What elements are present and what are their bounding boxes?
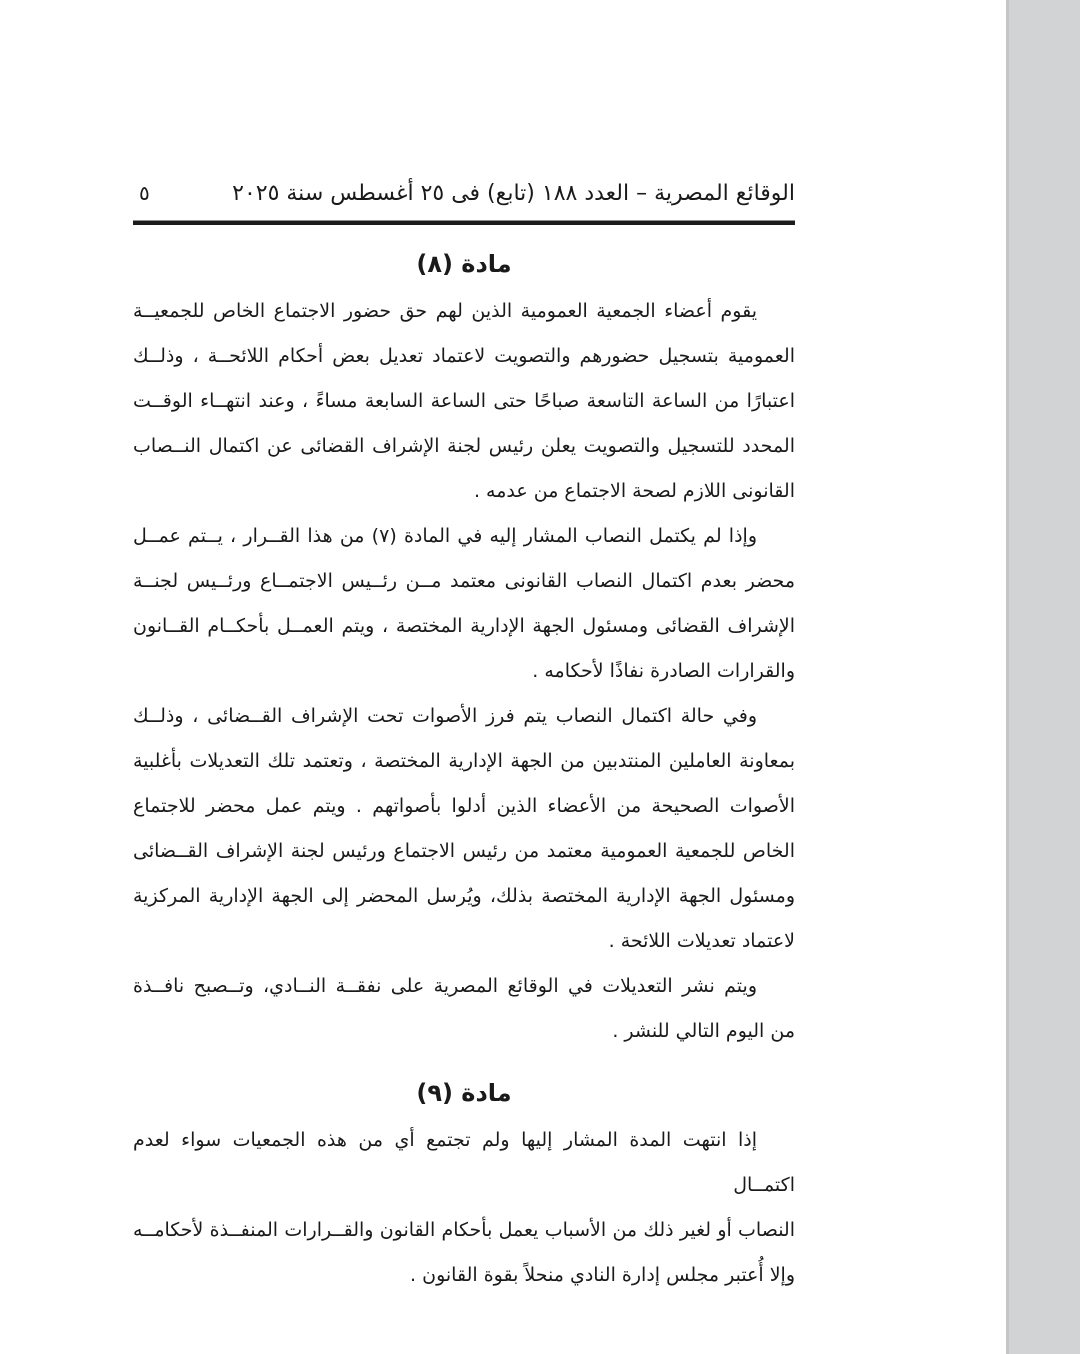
- article-9-heading: مادة (٩): [416, 1079, 512, 1107]
- text-line: القانونى اللازم لصحة الاجتماع من عدمه .: [473, 480, 795, 502]
- header-rule: [133, 220, 795, 225]
- article-body: [133, 247, 795, 1298]
- text-line: لاعتماد تعديلات اللائحة .: [608, 930, 795, 952]
- text-line: الخاص للجمعية العمومية معتمد من رئيس الاجتماع ورئيس لجنة الإشراف القــضائى: [133, 840, 795, 862]
- page-content: [133, 181, 795, 1298]
- text-line: ويتم نشر التعديلات في الوقائع المصرية على نفقــة النــادي، وتــصبح نافــذة: [133, 975, 757, 997]
- text-line: ومسئول الجهة الإدارية المختصة بذلك، ويُرسل المحضر إلى الجهة الإدارية المركزية: [133, 885, 795, 907]
- article-8-heading: مادة (٨): [416, 250, 512, 278]
- gazette-title: الوقائع المصرية – العدد ١٨٨ (تابع) فى ٢٥ أغسطس سنة ٢٠٢٥: [232, 181, 795, 206]
- text-line: الأصوات الصحيحة من الأعضاء الذين أدلوا بأصواتهم . ويتم عمل محضر للاجتماع: [133, 795, 795, 817]
- text-line: النصاب أو لغير ذلك من الأسباب يعمل بأحكام القانون والقــرارات المنفــذة لأحكامــه: [133, 1219, 795, 1241]
- text-line: العمومية بتسجيل حضورهم والتصويت لاعتماد تعديل بعض أحكام اللائحــة ، وذلــك: [133, 345, 795, 367]
- text-line: محضر بعدم اكتمال النصاب القانونى معتمد مــن رئــيس الاجتمــاع ورئــيس لجنــة: [133, 570, 795, 592]
- page-header: [133, 181, 795, 206]
- page-number: ٥: [139, 181, 150, 205]
- text-line: إذا انتهت المدة المشار إليها ولم تجتمع أي من هذه الجمعيات سواء لعدم اكتمــال: [133, 1129, 795, 1196]
- text-line: وإذا لم يكتمل النصاب المشار إليه في المادة (٧) من هذا القــرار ، يــتم عمــل: [133, 525, 758, 547]
- text-line: الإشراف القضائى ومسئول الجهة الإدارية المختصة ، ويتم العمــل بأحكــام القــانون: [133, 615, 795, 637]
- text-line: من اليوم التالي للنشر .: [612, 1020, 795, 1042]
- text-line: وإلا أُعتبر مجلس إدارة النادي منحلاً بقوة القانون .: [410, 1264, 795, 1286]
- text-line: وفي حالة اكتمال النصاب يتم فرز الأصوات تحت الإشراف القــضائى ، وذلــك: [133, 705, 757, 727]
- text-line: والقرارات الصادرة نفاذًا لأحكامه .: [532, 660, 795, 682]
- text-line: بمعاونة العاملين المنتدبين من الجهة الإدارية المختصة ، وتعتمد تلك التعديلات بأغلبية: [133, 750, 795, 772]
- text-line: المحدد للتسجيل والتصويت يعلن رئيس لجنة الإشراف القضائى عن اكتمال النــصاب: [133, 435, 795, 457]
- scan-edge-strip: [1006, 0, 1080, 1354]
- text-line: اعتبارًا من الساعة التاسعة صباحًا حتى الساعة السابعة مساءً ، وعند انتهــاء الوقــت: [133, 390, 795, 412]
- text-line: يقوم أعضاء الجمعية العمومية الذين لهم حق حضور الاجتماع الخاص للجمعيــة: [133, 300, 757, 322]
